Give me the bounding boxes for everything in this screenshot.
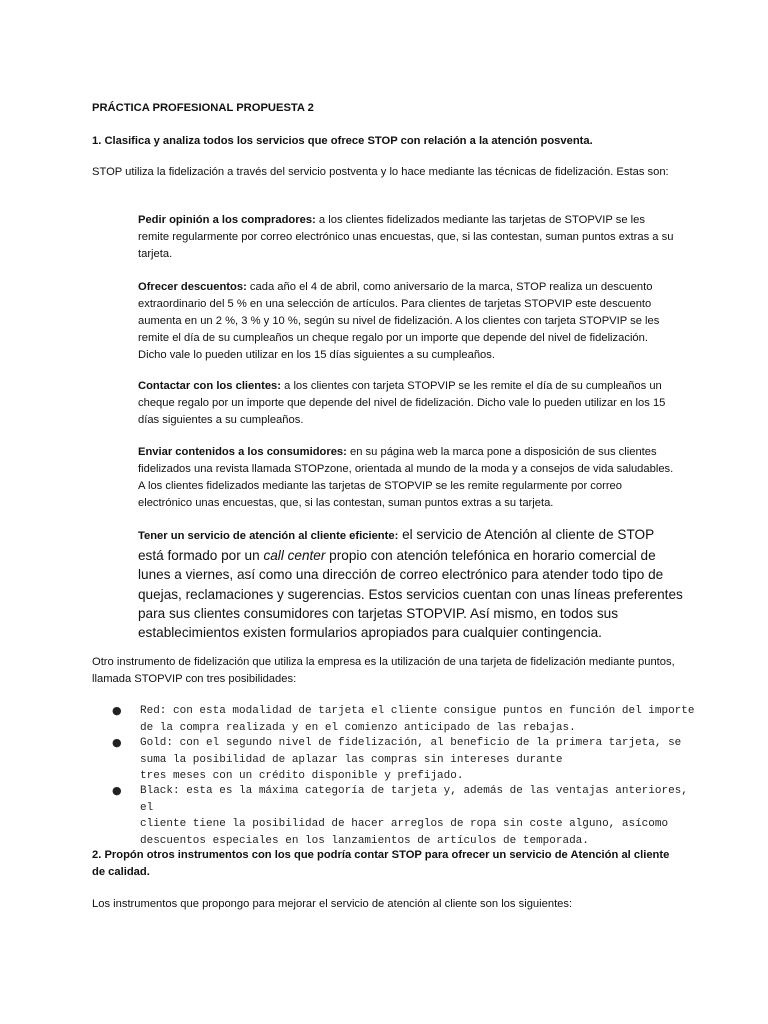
bullet-item (112, 735, 702, 785)
technique-heading: Enviar contenidos a los consumidores: (138, 446, 347, 458)
technique-item (138, 525, 683, 642)
bullet-text: Gold: con el segundo nivel de fidelización, al beneficio de la primera tarjeta, se suma la posibilidad de aplazar las compras sin intereses durante tres meses con un crédito disponible y prefijado. (140, 737, 682, 782)
technique-heading: Pedir opinión a los compradores: (138, 214, 316, 226)
technique-item (138, 378, 678, 429)
technique-item (138, 212, 678, 263)
question-2: 2. Propón otros instrumentos con los que podría contar STOP para ofrecer un servicio de Atención al cliente de calidad. (92, 849, 670, 878)
bullet-icon: ● (112, 736, 122, 749)
technique-text: cada año el 4 de abril, como aniversario de la marca, STOP realiza un descuento extraordinario del 5 % en una selección de artículos. Para clientes de tarjetas STOPVIP este descuento aumenta en un 2 %, 3 % y 10 %, según su nivel de fidelización. A los clientes con tarjeta STOPVIP se les remite el día de su cumpleaños un cheque regalo por un importe que depende del nivel de fidelización. Dicho vale lo pueden utilizar en los 15 días siguientes a su cumpleaños. (138, 281, 660, 361)
card-intro-paragraph: Otro instrumento de fidelización que utiliza la empresa es la utilización de una tarjeta de fidelización mediante puntos, llamada STOPVIP con tres posibilidades: (92, 656, 675, 685)
technique-text-emphasis: call center (263, 548, 326, 564)
bullet-text: Red: con esta modalidad de tarjeta el cliente consigue puntos en función del importe de la compra realizada y en el comienzo anticipado de las rebajas. (140, 705, 695, 734)
technique-item (138, 444, 678, 512)
technique-text: en su página web la marca pone a disposición de sus clientes fidelizados una revista llamada STOPzone, orientada al mundo de la moda y a consejos de vida saludables. A los clientes fidelizados mediante las tarjetas de STOPVIP se les remite regularmente por correo electrónico unas encuestas, que, si las contestan, suman puntos extras a su tarjeta. (138, 446, 674, 509)
technique-text: el servicio de Atención al cliente de STOP está formado por un (138, 527, 654, 564)
technique-heading: Contactar con los clientes: (138, 380, 281, 392)
technique-heading: Tener un servicio de atención al cliente eficiente: (138, 530, 399, 542)
technique-text: a los clientes fidelizados mediante las tarjetas de STOPVIP se les remite regularmente por correo electrónico unas encuestas, que, si las contestan, suman puntos extras a su tarjeta. (138, 214, 674, 260)
bullet-text: Black: esta es la máxima categoría de tarjeta y, además de las ventajas anteriores, el cliente tiene la posibilidad de hacer arreglos de ropa sin coste alguno, asícomo descuentos especiales en los lanzamientos de artículos de temporada. (140, 785, 688, 847)
technique-heading: Ofrecer descuentos: (138, 281, 247, 293)
technique-item (138, 279, 678, 364)
bullet-item (112, 783, 702, 849)
bullet-item (112, 703, 702, 736)
bullet-icon: ● (112, 784, 122, 797)
page-title: PRÁCTICA PROFESIONAL PROPUESTA 2 (92, 102, 314, 114)
bullet-icon: ● (112, 704, 122, 717)
closing-paragraph: Los instrumentos que propongo para mejorar el servicio de atención al cliente son los siguientes: (92, 898, 573, 910)
question-1: 1. Clasifica y analiza todos los servicios que ofrece STOP con relación a la atención posventa. (92, 135, 593, 147)
technique-text: propio con atención telefónica en horario comercial de lunes a viernes, así como una dirección de correo electrónico para atender todo tipo de quejas, reclamaciones y sugerencias. Estos servicios cuentan con unas líneas preferentes para sus clientes consumidores con tarjetas STOPVIP. Así mismo, en todos sus establecimientos existen formularios apropiados para cualquier contingencia. (138, 548, 683, 641)
intro-paragraph: STOP utiliza la fidelización a través del servicio postventa y lo hace mediante las técnicas de fidelización. Estas son: (92, 166, 669, 178)
technique-text: a los clientes con tarjeta STOPVIP se les remite el día de su cumpleaños un cheque regalo por un importe que depende del nivel de fidelización. Dicho vale lo pueden utilizar en los 15 días siguientes a su cumpleaños. (138, 380, 666, 426)
